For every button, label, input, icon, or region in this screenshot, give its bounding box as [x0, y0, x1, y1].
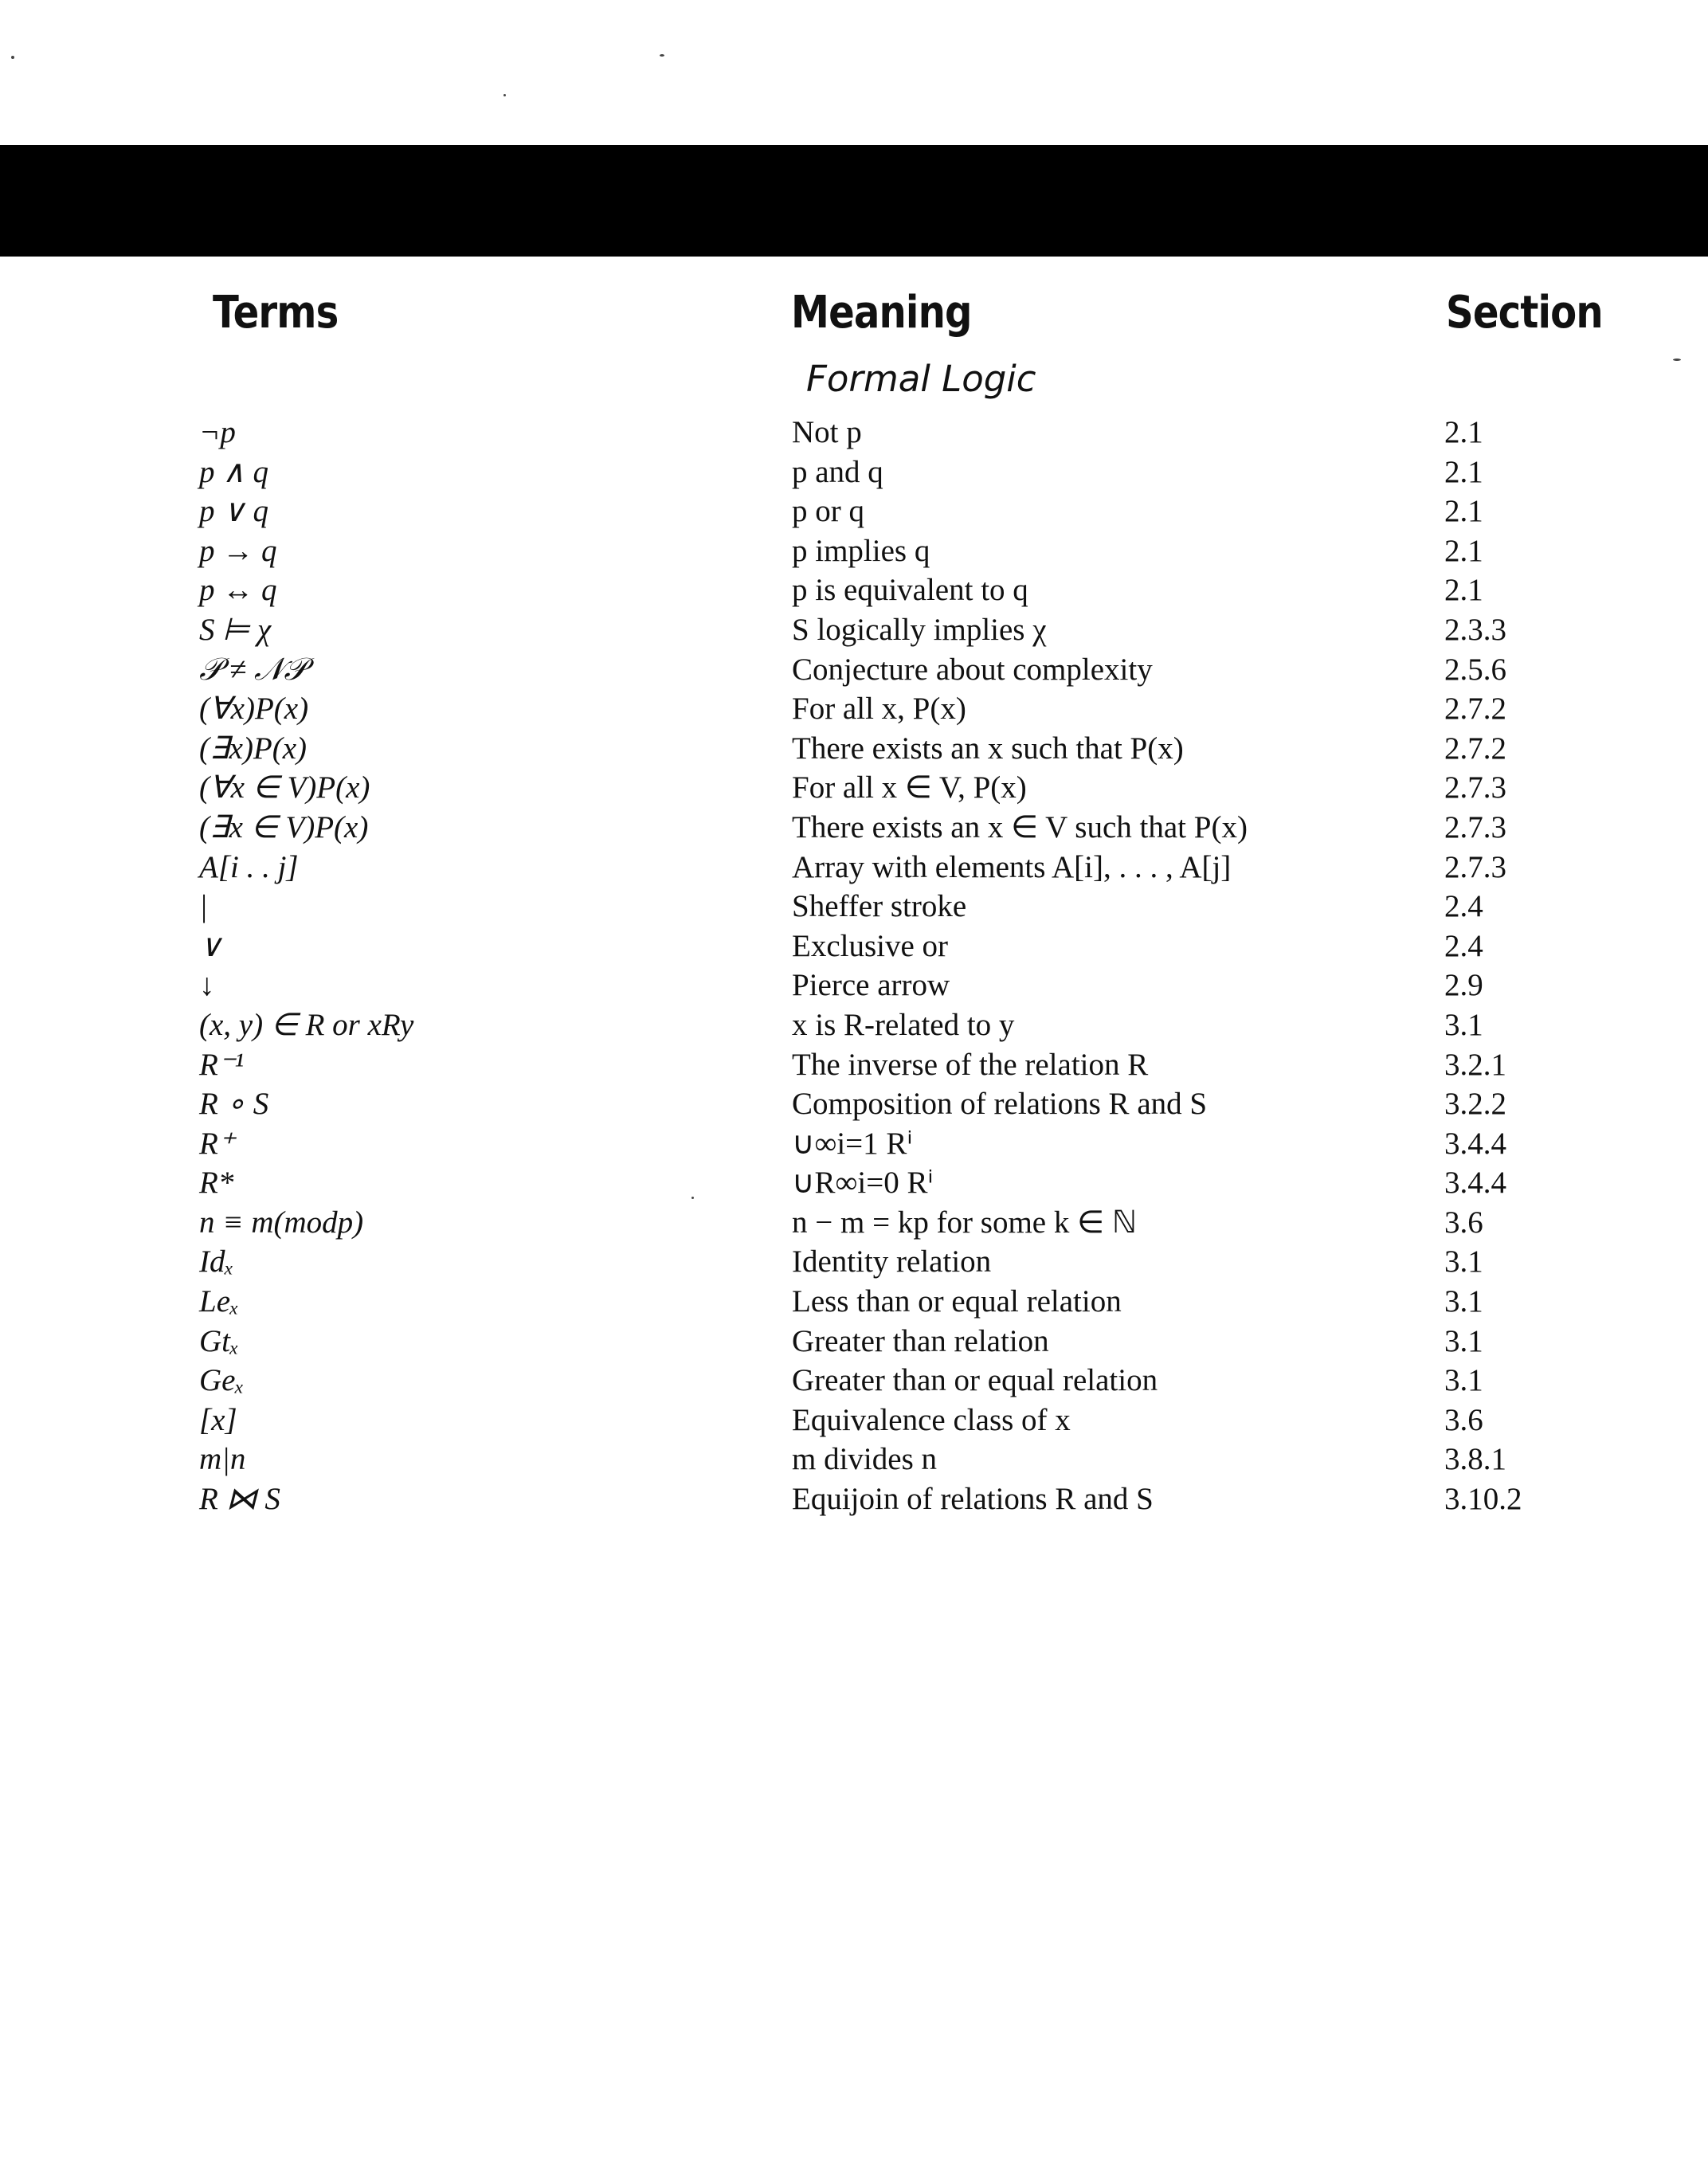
symbol-table [0, 413, 1708, 1519]
section-column-header: Section [1446, 287, 1603, 339]
meaning-cell: p and q [792, 454, 883, 489]
meaning-cell: Not p [792, 415, 862, 449]
term-cell: p → q [199, 533, 277, 568]
meaning-cell: Equivalence class of x [792, 1402, 1071, 1437]
term-cell: S ⊨ χ [199, 612, 272, 647]
table-row [0, 1479, 1708, 1519]
table-row [0, 1242, 1708, 1282]
scan-speck [1673, 359, 1681, 361]
meaning-cell: Greater than or equal relation [792, 1363, 1158, 1398]
term-cell: (∃x)P(x) [199, 731, 308, 766]
section-cell: 2.7.3 [1444, 770, 1506, 805]
term-cell: (x, y) ∈ R or xRy [199, 1007, 414, 1042]
term-cell: ∨ [199, 928, 222, 963]
section-cell: 2.4 [1444, 928, 1483, 963]
term-cell: 𝒫 ≠ 𝒩𝒫 [199, 652, 307, 687]
table-row [0, 689, 1708, 729]
term-cell: n ≡ m(modp) [199, 1205, 364, 1240]
table-row [0, 650, 1708, 690]
term-cell: R ⋈ S [199, 1482, 280, 1517]
table-row [0, 1203, 1708, 1243]
term-cell: R* [199, 1166, 234, 1201]
section-cell: 2.7.2 [1444, 692, 1506, 727]
table-row [0, 453, 1708, 492]
section-cell: 2.4 [1444, 889, 1483, 924]
table-row [0, 729, 1708, 769]
section-cell: 3.1 [1444, 1007, 1483, 1042]
section-cell: 2.7.2 [1444, 731, 1506, 766]
term-cell: R⁻¹ [199, 1047, 245, 1082]
header-band [0, 145, 1708, 257]
meaning-cell: Conjecture about complexity [792, 652, 1153, 687]
table-row [0, 966, 1708, 1005]
meaning-cell: Less than or equal relation [792, 1284, 1122, 1319]
table-row [0, 768, 1708, 808]
section-cell: 2.1 [1444, 415, 1483, 449]
section-cell: 2.5.6 [1444, 652, 1506, 687]
term-cell: A[i . . j] [199, 849, 299, 884]
section-cell: 3.1 [1444, 1244, 1483, 1279]
scan-speck [691, 1197, 694, 1199]
meaning-cell: There exists an x ∈ V such that P(x) [792, 809, 1248, 844]
section-cell: 3.6 [1444, 1205, 1483, 1240]
term-cell: m|n [199, 1442, 246, 1477]
section-cell: 3.4.4 [1444, 1126, 1506, 1161]
section-cell: 2.9 [1444, 968, 1483, 1003]
terms-column-header: Terms [213, 287, 339, 339]
meaning-cell: p is equivalent to q [792, 573, 1028, 608]
section-cell: 3.1 [1444, 1323, 1483, 1358]
meaning-cell: p or q [792, 494, 864, 529]
meaning-cell: For all x, P(x) [792, 692, 966, 727]
meaning-cell: S logically implies χ [792, 612, 1047, 647]
table-row [0, 1084, 1708, 1124]
meaning-cell: Exclusive or [792, 928, 949, 963]
section-cell: 3.4.4 [1444, 1166, 1506, 1201]
table-row [0, 887, 1708, 927]
meaning-cell: Pierce arrow [792, 968, 950, 1003]
scan-speck [660, 54, 664, 57]
meaning-cell: Array with elements A[i], . . . , A[j] [792, 849, 1232, 884]
term-cell: (∀x ∈ V)P(x) [199, 770, 370, 805]
section-cell: 2.1 [1444, 494, 1483, 529]
section-cell: 3.8.1 [1444, 1442, 1506, 1477]
term-cell: Gtₓ [199, 1323, 240, 1358]
meaning-cell: ∪R∞i=0 Rⁱ [792, 1166, 934, 1201]
meaning-cell: For all x ∈ V, P(x) [792, 770, 1027, 805]
section-cell: 2.7.3 [1444, 809, 1506, 844]
meaning-cell: Greater than relation [792, 1323, 1049, 1358]
table-row [0, 413, 1708, 453]
section-cell: 2.1 [1444, 533, 1483, 568]
term-cell: Idₓ [199, 1244, 234, 1279]
section-cell: 2.7.3 [1444, 849, 1506, 884]
table-row [0, 1361, 1708, 1401]
table-row [0, 610, 1708, 650]
section-cell: 3.6 [1444, 1402, 1483, 1437]
term-cell: (∀x)P(x) [199, 692, 309, 727]
section-cell: 3.1 [1444, 1284, 1483, 1319]
term-cell: Geₓ [199, 1363, 245, 1398]
table-row [0, 1163, 1708, 1203]
section-cell: 3.10.2 [1444, 1482, 1522, 1517]
term-cell: | [199, 889, 208, 924]
scan-speck [503, 94, 506, 96]
term-cell: ↓ [199, 968, 215, 1003]
meaning-cell: There exists an x such that P(x) [792, 731, 1184, 766]
meaning-cell: p implies q [792, 533, 930, 568]
term-cell: p ↔ q [199, 573, 277, 608]
table-row [0, 1401, 1708, 1440]
term-cell: Leₓ [199, 1284, 240, 1319]
section-cell: 3.2.1 [1444, 1047, 1506, 1082]
term-cell: ¬p [199, 415, 236, 449]
table-row [0, 1124, 1708, 1164]
term-cell: p ∨ q [199, 494, 269, 529]
meaning-cell: Sheffer stroke [792, 889, 967, 924]
meaning-cell: x is R-related to y [792, 1007, 1015, 1042]
meaning-cell: Equijoin of relations R and S [792, 1482, 1154, 1517]
term-cell: p ∧ q [199, 454, 269, 489]
meaning-cell: ∪∞i=1 Rⁱ [792, 1126, 913, 1161]
section-cell: 3.2.2 [1444, 1087, 1506, 1122]
table-row [0, 492, 1708, 531]
table-row [0, 1322, 1708, 1362]
meaning-column-header: Meaning [791, 287, 972, 339]
term-cell: [x] [199, 1402, 237, 1437]
meaning-cell: Identity relation [792, 1244, 992, 1279]
meaning-cell: The inverse of the relation R [792, 1047, 1149, 1082]
section-cell: 2.1 [1444, 454, 1483, 489]
term-cell: R ∘ S [199, 1087, 269, 1122]
scan-speck [11, 56, 14, 59]
term-cell: R⁺ [199, 1126, 235, 1161]
table-row [0, 570, 1708, 610]
section-cell: 3.1 [1444, 1363, 1483, 1398]
table-row [0, 531, 1708, 571]
table-row [0, 1282, 1708, 1322]
meaning-cell: Composition of relations R and S [792, 1087, 1208, 1122]
section-cell: 2.1 [1444, 573, 1483, 608]
table-row [0, 848, 1708, 888]
table-row [0, 808, 1708, 848]
table-row [0, 927, 1708, 966]
meaning-cell: n − m = kp for some k ∈ ℕ [792, 1205, 1138, 1240]
table-row [0, 1005, 1708, 1045]
section-title: Formal Logic [806, 358, 1036, 400]
meaning-cell: m divides n [792, 1442, 937, 1477]
table-row [0, 1045, 1708, 1085]
term-cell: (∃x ∈ V)P(x) [199, 809, 369, 844]
section-cell: 2.3.3 [1444, 612, 1506, 647]
table-row [0, 1440, 1708, 1479]
